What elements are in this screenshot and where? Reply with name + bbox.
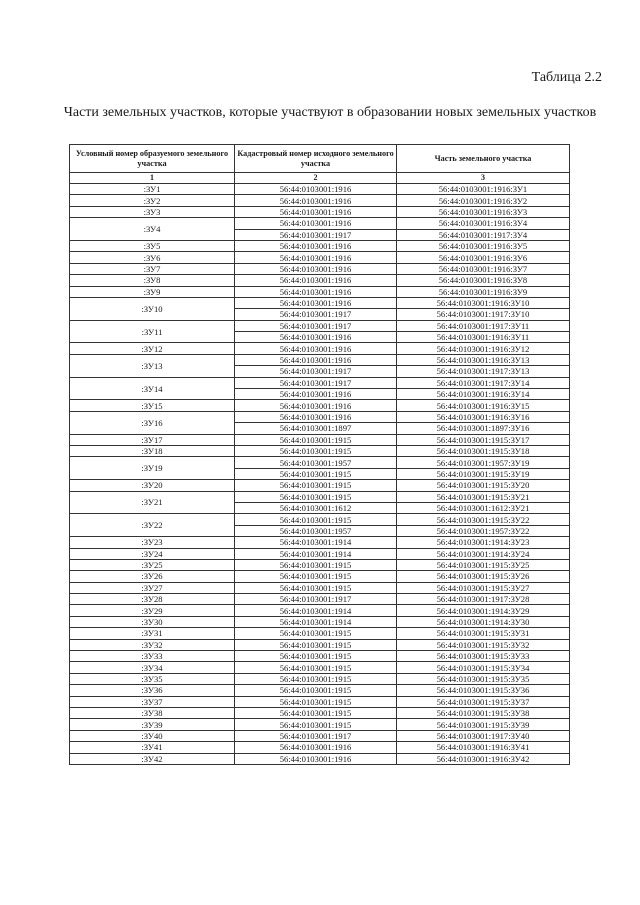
cadastral-number-cell: 56:44:0103001:1917 [235,377,397,388]
cadastral-number-cell: 56:44:0103001:1916 [235,206,397,217]
cadastral-number-cell: 56:44:0103001:1915 [235,651,397,662]
table-row [70,286,570,297]
plot-number-cell: :ЗУ23 [70,537,235,548]
cadastral-number-cell: 56:44:0103001:1612 [235,502,397,513]
plot-number-cell: :ЗУ10 [70,297,235,320]
table-row [70,491,570,502]
table-row [70,605,570,616]
cadastral-number-cell: 56:44:0103001:1915 [235,480,397,491]
plot-part-cell: 56:44:0103001:1915:ЗУ37 [397,696,570,707]
plot-part-cell: 56:44:0103001:1914:ЗУ23 [397,537,570,548]
plot-part-cell: 56:44:0103001:1917:ЗУ40 [397,730,570,741]
table-row [70,252,570,263]
cadastral-number-cell: 56:44:0103001:1917 [235,309,397,320]
cadastral-number-cell: 56:44:0103001:1915 [235,707,397,718]
table-row [70,707,570,718]
plot-part-cell: 56:44:0103001:1917:ЗУ10 [397,309,570,320]
column-number: 2 [235,173,397,184]
table-row [70,275,570,286]
cadastral-number-cell: 56:44:0103001:1915 [235,628,397,639]
plot-number-cell: :ЗУ32 [70,639,235,650]
plot-part-cell: 56:44:0103001:1915:ЗУ32 [397,639,570,650]
plot-number-cell: :ЗУ26 [70,571,235,582]
plot-number-cell: :ЗУ19 [70,457,235,480]
plot-part-cell: 56:44:0103001:1917:ЗУ28 [397,594,570,605]
plot-part-cell: 56:44:0103001:1916:ЗУ4 [397,218,570,229]
plot-number-cell: :ЗУ3 [70,206,235,217]
table-row [70,218,570,229]
table-row [70,571,570,582]
plot-part-cell: 56:44:0103001:1915:ЗУ33 [397,651,570,662]
plot-part-cell: 56:44:0103001:1917:ЗУ4 [397,229,570,240]
plot-number-cell: :ЗУ25 [70,559,235,570]
plot-part-cell: 56:44:0103001:1916:ЗУ6 [397,252,570,263]
plot-number-cell: :ЗУ42 [70,753,235,764]
plot-part-cell: 56:44:0103001:1916:ЗУ14 [397,389,570,400]
plot-number-cell: :ЗУ18 [70,445,235,456]
plot-part-cell: 56:44:0103001:1916:ЗУ42 [397,753,570,764]
plot-part-cell: 56:44:0103001:1915:ЗУ31 [397,628,570,639]
plot-part-cell: 56:44:0103001:1915:ЗУ26 [397,571,570,582]
cadastral-number-cell: 56:44:0103001:1916 [235,332,397,343]
plot-number-cell: :ЗУ17 [70,434,235,445]
table-label: Таблица 2.2 [531,70,602,85]
table-row [70,400,570,411]
plot-number-cell: :ЗУ40 [70,730,235,741]
plot-part-cell: 56:44:0103001:1916:ЗУ13 [397,354,570,365]
cadastral-number-cell: 56:44:0103001:1915 [235,662,397,673]
plot-number-cell: :ЗУ39 [70,719,235,730]
table-row [70,297,570,308]
table-row [70,457,570,468]
plot-number-cell: :ЗУ12 [70,343,235,354]
table-row [70,742,570,753]
cadastral-number-cell: 56:44:0103001:1916 [235,275,397,286]
plot-part-cell: 56:44:0103001:1916:ЗУ7 [397,263,570,274]
table-row [70,343,570,354]
table-row [70,377,570,388]
plot-number-cell: :ЗУ24 [70,548,235,559]
table-body [70,184,570,765]
plot-part-cell: 56:44:0103001:1916:ЗУ2 [397,195,570,206]
cadastral-number-cell: 56:44:0103001:1915 [235,559,397,570]
cadastral-number-cell: 56:44:0103001:1916 [235,263,397,274]
plot-part-cell: 56:44:0103001:1914:ЗУ29 [397,605,570,616]
cadastral-number-cell: 56:44:0103001:1916 [235,297,397,308]
cadastral-number-cell: 56:44:0103001:1917 [235,594,397,605]
plot-number-cell: :ЗУ13 [70,354,235,377]
table-row [70,651,570,662]
plot-part-cell: 56:44:0103001:1915:ЗУ19 [397,468,570,479]
table-row [70,354,570,365]
plot-number-cell: :ЗУ36 [70,685,235,696]
cadastral-number-cell: 56:44:0103001:1957 [235,457,397,468]
table-row [70,240,570,251]
table-row [70,320,570,331]
column-header-plot-number: Условный номер образуемого земельного участка [70,145,235,173]
plot-number-cell: :ЗУ30 [70,616,235,627]
cadastral-number-cell: 56:44:0103001:1916 [235,411,397,422]
cadastral-number-cell: 56:44:0103001:1915 [235,514,397,525]
plot-number-cell: :ЗУ1 [70,184,235,195]
table-row [70,616,570,627]
plot-number-cell: :ЗУ6 [70,252,235,263]
cadastral-number-cell: 56:44:0103001:1916 [235,240,397,251]
cadastral-number-cell: 56:44:0103001:1914 [235,548,397,559]
cadastral-number-cell: 56:44:0103001:1916 [235,252,397,263]
plot-number-cell: :ЗУ2 [70,195,235,206]
plot-number-cell: :ЗУ41 [70,742,235,753]
plot-number-cell: :ЗУ27 [70,582,235,593]
table-title: Части земельных участков, которые участвуют в образовании новых земельных участков [63,105,597,120]
plot-part-cell: 56:44:0103001:1897:ЗУ16 [397,423,570,434]
cadastral-number-cell: 56:44:0103001:1916 [235,400,397,411]
cadastral-number-cell: 56:44:0103001:1916 [235,218,397,229]
plot-part-cell: 56:44:0103001:1915:ЗУ17 [397,434,570,445]
plot-part-cell: 56:44:0103001:1914:ЗУ30 [397,616,570,627]
plot-part-cell: 56:44:0103001:1917:ЗУ13 [397,366,570,377]
plot-number-cell: :ЗУ8 [70,275,235,286]
cadastral-number-cell: 56:44:0103001:1916 [235,753,397,764]
cadastral-number-cell: 56:44:0103001:1915 [235,685,397,696]
table-row [70,411,570,422]
table-row [70,639,570,650]
plot-number-cell: :ЗУ28 [70,594,235,605]
plot-part-cell: 56:44:0103001:1957:ЗУ19 [397,457,570,468]
table-row [70,514,570,525]
plot-number-cell: :ЗУ31 [70,628,235,639]
table-row [70,753,570,764]
cadastral-number-cell: 56:44:0103001:1914 [235,616,397,627]
cadastral-number-cell: 56:44:0103001:1957 [235,525,397,536]
cadastral-number-cell: 56:44:0103001:1915 [235,719,397,730]
cadastral-number-cell: 56:44:0103001:1916 [235,195,397,206]
cadastral-number-cell: 56:44:0103001:1916 [235,184,397,195]
cadastral-number-cell: 56:44:0103001:1916 [235,742,397,753]
plot-number-cell: :ЗУ15 [70,400,235,411]
plot-part-cell: 56:44:0103001:1957:ЗУ22 [397,525,570,536]
plot-number-cell: :ЗУ34 [70,662,235,673]
cadastral-number-cell: 56:44:0103001:1916 [235,343,397,354]
plot-part-cell: 56:44:0103001:1917:ЗУ14 [397,377,570,388]
plot-part-cell: 56:44:0103001:1915:ЗУ20 [397,480,570,491]
plot-part-cell: 56:44:0103001:1916:ЗУ9 [397,286,570,297]
column-number-row [70,173,570,184]
table-row [70,434,570,445]
table-row [70,685,570,696]
table-row [70,206,570,217]
plot-part-cell: 56:44:0103001:1915:ЗУ38 [397,707,570,718]
plot-number-cell: :ЗУ22 [70,514,235,537]
plot-part-cell: 56:44:0103001:1917:ЗУ11 [397,320,570,331]
column-number: 1 [70,173,235,184]
table-row [70,673,570,684]
table-row [70,263,570,274]
cadastral-number-cell: 56:44:0103001:1917 [235,366,397,377]
table-row [70,480,570,491]
cadastral-number-cell: 56:44:0103001:1915 [235,639,397,650]
plot-part-cell: 56:44:0103001:1916:ЗУ12 [397,343,570,354]
plot-number-cell: :ЗУ21 [70,491,235,514]
plot-part-cell: 56:44:0103001:1916:ЗУ1 [397,184,570,195]
column-number: 3 [397,173,570,184]
column-header-plot-part: Часть земельного участка [397,145,570,173]
plot-number-cell: :ЗУ14 [70,377,235,400]
cadastral-number-cell: 56:44:0103001:1915 [235,468,397,479]
plot-number-cell: :ЗУ4 [70,218,235,241]
plot-part-cell: 56:44:0103001:1916:ЗУ3 [397,206,570,217]
cadastral-number-cell: 56:44:0103001:1917 [235,229,397,240]
table-row [70,548,570,559]
plot-part-cell: 56:44:0103001:1914:ЗУ24 [397,548,570,559]
plot-part-cell: 56:44:0103001:1612:ЗУ21 [397,502,570,513]
header-row [70,145,570,173]
table-row [70,582,570,593]
cadastral-number-cell: 56:44:0103001:1916 [235,389,397,400]
cadastral-number-cell: 56:44:0103001:1914 [235,605,397,616]
plot-part-cell: 56:44:0103001:1915:ЗУ35 [397,673,570,684]
plot-number-cell: :ЗУ5 [70,240,235,251]
cadastral-number-cell: 56:44:0103001:1917 [235,730,397,741]
cadastral-number-cell: 56:44:0103001:1916 [235,354,397,365]
plot-part-cell: 56:44:0103001:1915:ЗУ36 [397,685,570,696]
table-row [70,719,570,730]
table-row [70,184,570,195]
plot-number-cell: :ЗУ7 [70,263,235,274]
cadastral-number-cell: 56:44:0103001:1915 [235,673,397,684]
column-header-cadastral-number: Кадастровый номер исходного земельного участка [235,145,397,173]
plot-part-cell: 56:44:0103001:1916:ЗУ8 [397,275,570,286]
table-row [70,696,570,707]
plot-part-cell: 56:44:0103001:1916:ЗУ5 [397,240,570,251]
table-row [70,628,570,639]
table-row [70,537,570,548]
plot-number-cell: :ЗУ11 [70,320,235,343]
plot-number-cell: :ЗУ38 [70,707,235,718]
plot-part-cell: 56:44:0103001:1916:ЗУ10 [397,297,570,308]
plot-number-cell: :ЗУ33 [70,651,235,662]
plot-part-cell: 56:44:0103001:1915:ЗУ39 [397,719,570,730]
table-row [70,594,570,605]
table-row [70,445,570,456]
plot-number-cell: :ЗУ9 [70,286,235,297]
plot-part-cell: 56:44:0103001:1916:ЗУ15 [397,400,570,411]
cadastral-number-cell: 56:44:0103001:1915 [235,571,397,582]
plot-number-cell: :ЗУ37 [70,696,235,707]
plot-part-cell: 56:44:0103001:1916:ЗУ16 [397,411,570,422]
cadastral-number-cell: 56:44:0103001:1915 [235,491,397,502]
cadastral-number-cell: 56:44:0103001:1915 [235,445,397,456]
plot-number-cell: :ЗУ29 [70,605,235,616]
plot-part-cell: 56:44:0103001:1915:ЗУ34 [397,662,570,673]
table-row [70,195,570,206]
cadastral-number-cell: 56:44:0103001:1915 [235,434,397,445]
plot-part-cell: 56:44:0103001:1915:ЗУ27 [397,582,570,593]
plot-number-cell: :ЗУ35 [70,673,235,684]
cadastral-number-cell: 56:44:0103001:1914 [235,537,397,548]
plot-number-cell: :ЗУ20 [70,480,235,491]
cadastral-number-cell: 56:44:0103001:1897 [235,423,397,434]
land-parts-table [69,144,570,765]
plot-part-cell: 56:44:0103001:1916:ЗУ41 [397,742,570,753]
plot-number-cell: :ЗУ16 [70,411,235,434]
cadastral-number-cell: 56:44:0103001:1917 [235,320,397,331]
cadastral-number-cell: 56:44:0103001:1916 [235,286,397,297]
table-row [70,559,570,570]
table-row [70,730,570,741]
plot-part-cell: 56:44:0103001:1915:ЗУ21 [397,491,570,502]
plot-part-cell: 56:44:0103001:1915:ЗУ25 [397,559,570,570]
plot-part-cell: 56:44:0103001:1916:ЗУ11 [397,332,570,343]
cadastral-number-cell: 56:44:0103001:1915 [235,582,397,593]
cadastral-number-cell: 56:44:0103001:1915 [235,696,397,707]
table-row [70,662,570,673]
plot-part-cell: 56:44:0103001:1915:ЗУ18 [397,445,570,456]
plot-part-cell: 56:44:0103001:1915:ЗУ22 [397,514,570,525]
